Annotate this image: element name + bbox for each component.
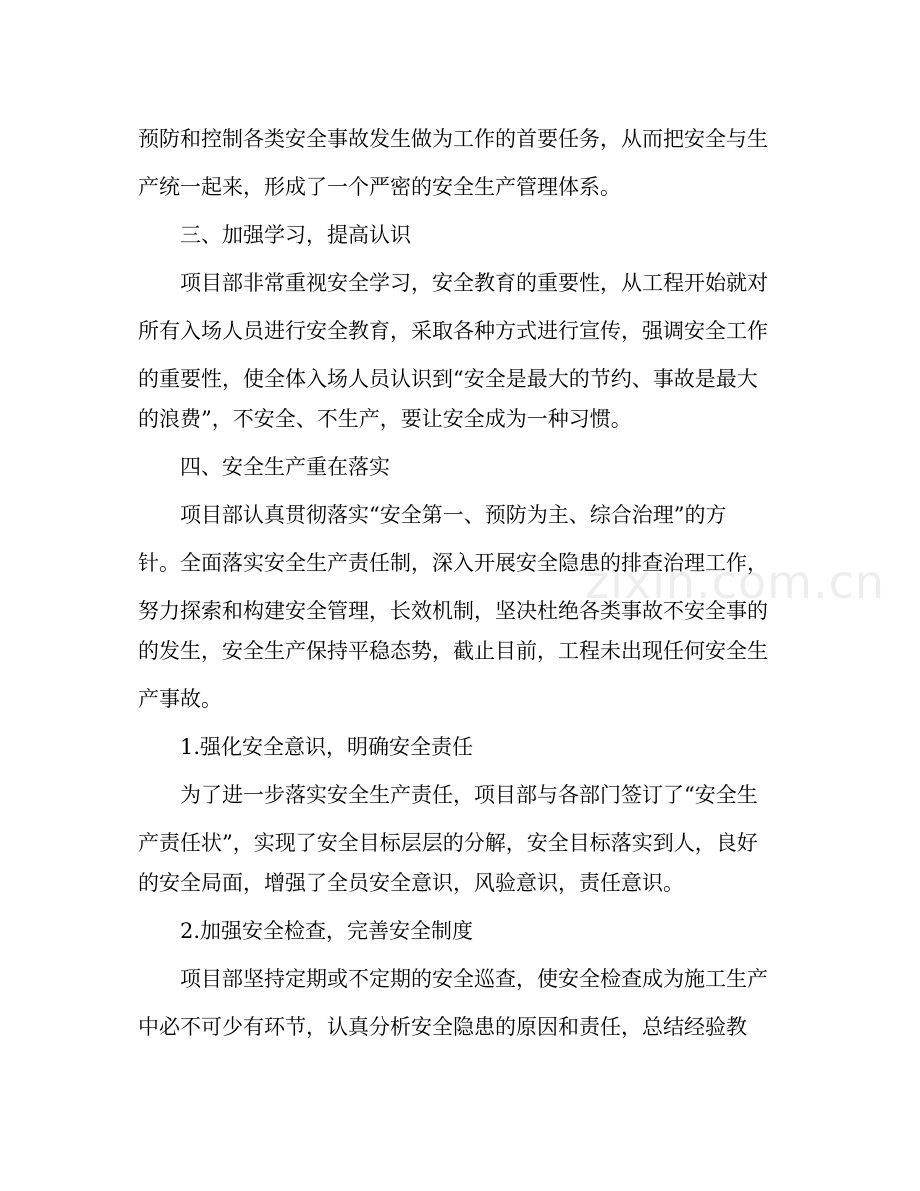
section-heading: 三、加强学习，提高认识 bbox=[180, 223, 411, 247]
watermark: zixin.com.cn bbox=[585, 555, 886, 609]
subsection-heading: 2.加强安全检查，完善安全制度 bbox=[180, 919, 474, 943]
paragraph-line: 产责任状”，实现了安全目标层层的分解，安全目标落实到人，良好 bbox=[138, 831, 758, 855]
paragraph-line: 的发生，安全生产保持平稳态势，截止目前，工程未出现任何安全生 bbox=[138, 639, 768, 663]
paragraph-line: 所有入场人员进行安全教育，采取各种方式进行宣传，强调安全工作 bbox=[138, 319, 768, 343]
paragraph-line: 产统一起来，形成了一个严密的安全生产管理体系。 bbox=[138, 175, 621, 199]
section-heading: 四、安全生产重在落实 bbox=[180, 455, 390, 479]
paragraph-line: 为了进一步落实安全生产责任，项目部与各部门签订了“安全生 bbox=[180, 783, 758, 807]
paragraph-line: 针。全面落实安全生产责任制，深入开展安全隐患的排查治理工作， bbox=[138, 551, 768, 575]
paragraph-line: 的安全局面，增强了全员安全意识，风验意识，责任意识。 bbox=[138, 871, 684, 895]
paragraph-line: 项目部非常重视安全学习，安全教育的重要性，从工程开始就对 bbox=[180, 271, 768, 295]
paragraph-line: 努力探索和构建安全管理，长效机制，坚决杜绝各类事故不安全事的 bbox=[138, 599, 768, 623]
paragraph-line: 产事故。 bbox=[138, 687, 222, 711]
subsection-heading: 1.强化安全意识，明确安全责任 bbox=[180, 735, 474, 759]
paragraph-line: 的浪费”，不安全、不生产，要让安全成为一种习惯。 bbox=[138, 407, 632, 431]
paragraph-line: 项目部坚持定期或不定期的安全巡查，使安全检查成为施工生产 bbox=[180, 967, 768, 991]
paragraph-line: 的重要性，使全体入场人员认识到“安全是最大的节约、事故是最大 bbox=[138, 367, 758, 391]
paragraph-line: 预防和控制各类安全事故发生做为工作的首要任务，从而把安全与生 bbox=[138, 127, 768, 151]
paragraph-line: 项目部认真贯彻落实“安全第一、预防为主、综合治理”的方 bbox=[180, 503, 727, 527]
paragraph-line: 中必不可少有环节，认真分析安全隐患的原因和责任，总结经验教 bbox=[138, 1015, 747, 1039]
